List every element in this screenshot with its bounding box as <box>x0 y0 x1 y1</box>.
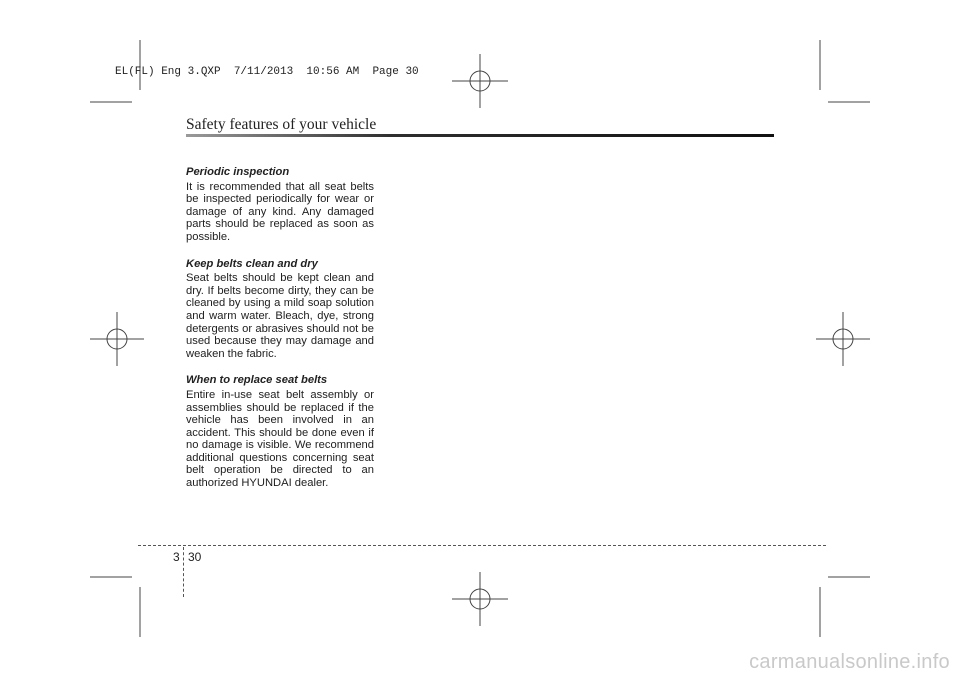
footer-divider <box>183 547 184 597</box>
watermark: carmanualsonline.info <box>749 651 950 673</box>
header-rule <box>186 134 774 137</box>
section-body: Seat belts should be kept clean and dry. If belts become dirty, they can be cleaned by using a mild soap solution and warm water. Bleach, dye, strong detergents or abrasives should not be used because they may damage and weaken the fabric. <box>186 272 374 360</box>
chapter-number: 3 <box>173 550 180 564</box>
text-column <box>186 166 374 504</box>
page-number: 30 <box>188 550 202 564</box>
section-replace-seat-belts <box>186 374 374 489</box>
section-heading: When to replace seat belts <box>186 374 328 387</box>
section-heading: Keep belts clean and dry <box>186 257 318 270</box>
section-body: Entire in-use seat belt assembly or assemblies should be replaced if the vehicle has been involved in an accident. This should be done even if no damage is visible. We recommend additional questions concerning seat belt operation be directed to an authorized HYUNDAI dealer. <box>186 388 374 490</box>
footer-rule <box>138 545 826 546</box>
section-keep-belts-clean <box>186 258 374 361</box>
section-body: It is recommended that all seat belts be inspected periodically for wear or damage of any kind. Any damaged parts should be replaced as soon as possible. <box>186 180 374 243</box>
print-slug-line: EL(FL) Eng 3.QXP 7/11/2013 10:56 AM Page 30 <box>115 66 419 78</box>
section-heading: Periodic inspection <box>186 166 290 178</box>
section-periodic-inspection <box>186 166 374 244</box>
page-header-title: Safety features of your vehicle <box>186 116 377 133</box>
